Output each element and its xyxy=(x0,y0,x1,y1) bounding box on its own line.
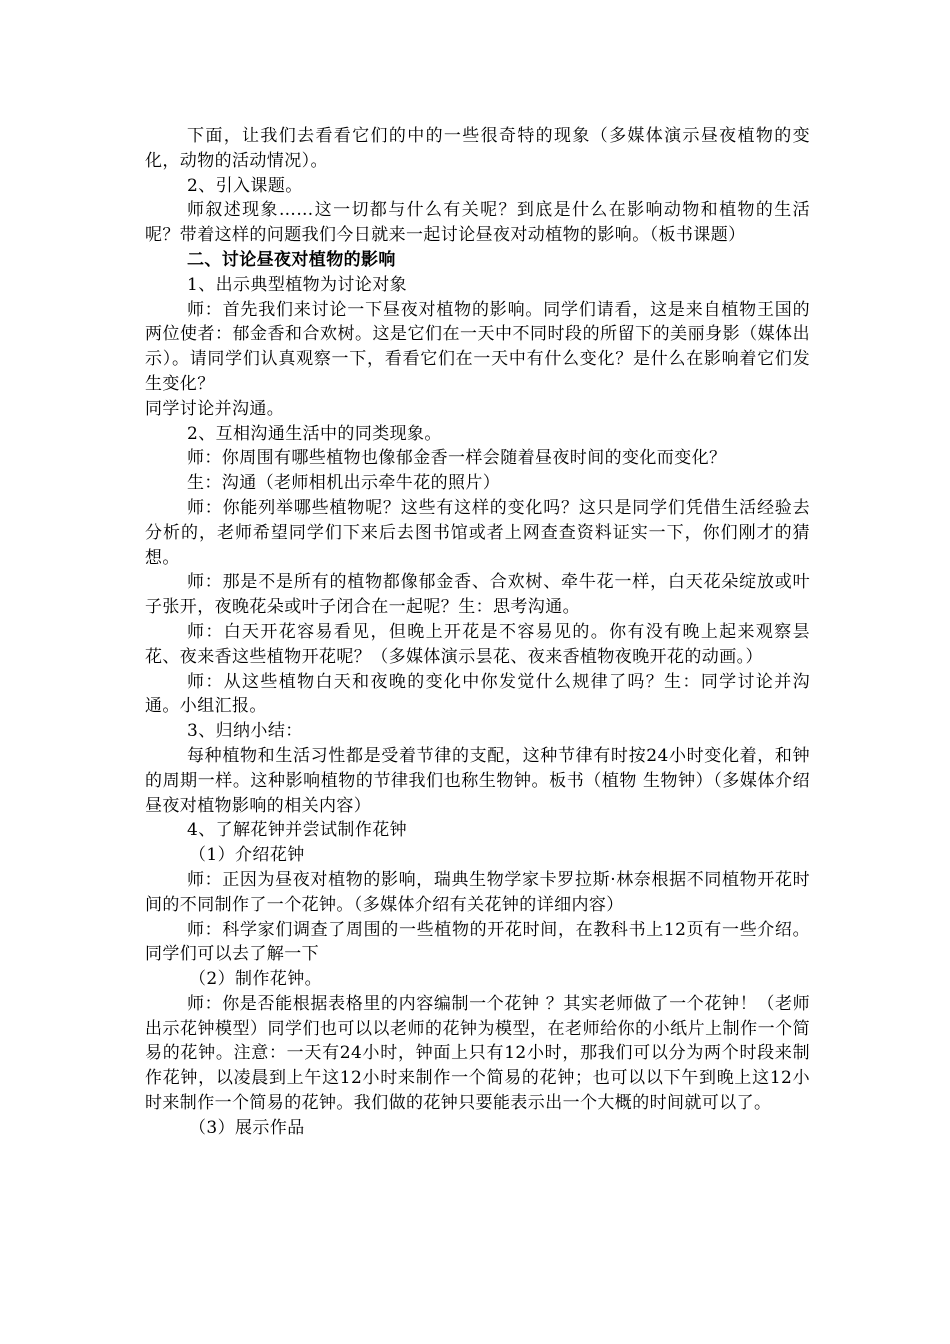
paragraph-teacher-linnaeus: 师：正因为昼夜对植物的影响，瑞典生物学家卡罗拉斯·林奈根据不同植物开花时间的不同制作了一个花钟。（多媒体介绍有关花钟的详细内容） xyxy=(145,869,810,915)
step-typical-plants: 1、出示典型植物为讨论对象 xyxy=(187,274,408,295)
paragraph-intro-phenomena: 下面，让我们去看看它们的中的一些很奇特的现象（多媒体演示昼夜植物的变化，动物的活动情况）。 xyxy=(145,126,810,171)
paragraph-teacher-pattern: 师：从这些植物白天和夜晚的变化中你发觉什么规律了吗？生：同学讨论并沟通。小组汇报。 xyxy=(145,671,810,717)
step-communicate: 2、互相沟通生活中的同类现象。 xyxy=(187,423,442,444)
lesson-plan-body xyxy=(145,124,810,1141)
substep-introduce-flower-clock: （1）介绍花钟 xyxy=(189,845,305,866)
section-heading-plants: 二、讨论昼夜对植物的影响 xyxy=(187,249,396,270)
paragraph-teacher-tulip: 师：首先我们来讨论一下昼夜对植物的影响。同学们请看，这是来自植物王国的两位使者：郁金香和合欢树。这是它们在一天中不同时段的所留下的美丽身影（媒体出示）。请同学们认真观察一下，看看它们在一天中有什么变化？是什么在影响着它们发生变化？ xyxy=(145,299,810,394)
step-flower-clock: 4、了解花钟并尝试制作花钟 xyxy=(187,820,408,841)
paragraph-teacher-night-bloom: 师：白天开花容易看见，但晚上开花是不容易见的。你有没有晚上起来观察昙花、夜来香这些植物开花呢？（多媒体演示昙花、夜来香植物夜晚开花的动画。） xyxy=(145,621,810,667)
paragraph-teacher-all-plants: 师：那是不是所有的植物都像郁金香、合欢树、牵牛花一样，白天花朵绽放或叶子张开，夜晚花朵或叶子闭合在一起呢？生：思考沟通。 xyxy=(145,572,810,618)
paragraph-student-discuss: 同学讨论并沟通。 xyxy=(145,398,285,419)
paragraph-teacher-narration: 师叙述现象……这一切都与什么有关呢？到底是什么在影响动物和植物的生活呢？带着这样的问题我们今日就来一起讨论昼夜对动植物的影响。（板书课题） xyxy=(145,200,810,246)
step-introduce-topic: 2、引入课题。 xyxy=(187,175,303,196)
step-summary: 3、归纳小结： xyxy=(187,721,303,742)
paragraph-teacher-make-clock: 师：你是否能根据表格里的内容编制一个花钟 ？其实老师做了一个花钟！（老师出示花钟模型）同学们也可以以老师的花钟为模型，在老师给你的小纸片上制作一个简易的花钟。注意：一天有24小时，钟面上只有12小时，那我们可以分为两个时段来制作花钟，以凌晨到上午这12小时来制作一个简易的花钟；也可以以下午到晚上这12小时来制作一个简易的花钟。我们做的花钟只要能表示出一个大概的时间就可以了。 xyxy=(145,993,810,1114)
paragraph-teacher-textbook: 师：科学家们调查了周围的一些植物的开花时间，在教科书上12页有一些介绍。同学们可以去了解一下 xyxy=(145,919,810,965)
paragraph-teacher-list: 师：你能列举哪些植物呢？这些有这样的变化吗？这只是同学们凭借生活经验去分析的，老师希望同学们下来后去图书馆或者上网查查资料证实一下，你们刚才的猜想。 xyxy=(145,497,810,568)
paragraph-biological-clock: 每种植物和生活习性都是受着节律的支配，这种节律有时按24小时变化着，和钟的周期一样。这种影响植物的节律我们也称生物钟。板书（植物 生物钟）（多媒体介绍昼夜对植物影响的相关内容） xyxy=(145,745,810,816)
substep-show-works: （3）展示作品 xyxy=(189,1117,305,1138)
substep-make-flower-clock: （2）制作花钟。 xyxy=(189,969,323,990)
paragraph-student-morning-glory: 生：沟通（老师相机出示牵牛花的照片） xyxy=(187,473,501,494)
paragraph-teacher-question: 师：你周围有哪些植物也像郁金香一样会随着昼夜时间的变化而变化？ xyxy=(187,448,727,469)
